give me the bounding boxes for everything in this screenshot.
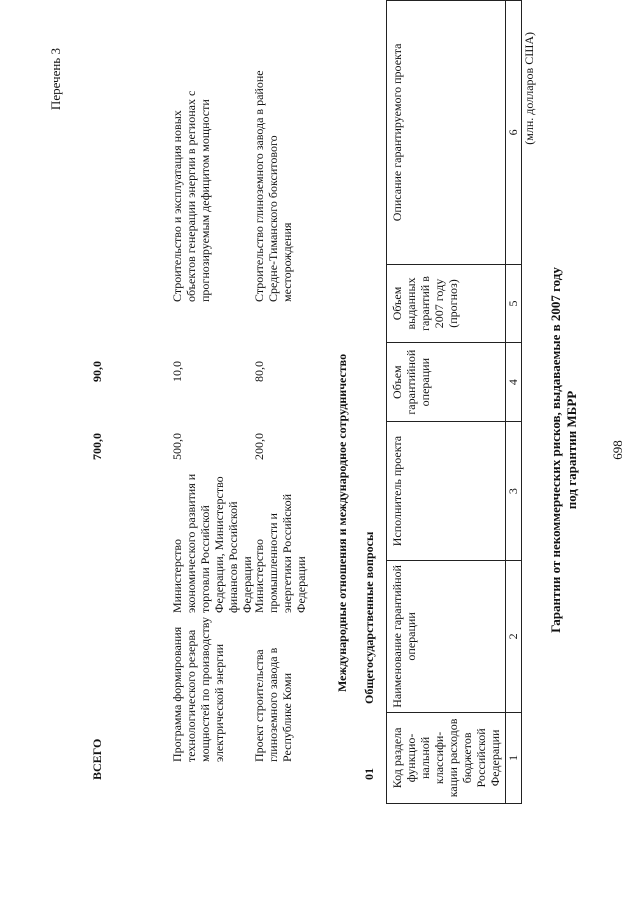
title-line-2: под гарантии МБРР — [564, 390, 579, 510]
header-volume: Объем гарантийной операции — [387, 343, 506, 422]
header-table — [386, 0, 522, 804]
column-number-row — [506, 1, 522, 804]
row-operation: Программа формирования технологического резерва мощностей по производству электрической энергии — [170, 616, 226, 762]
document-title — [548, 0, 580, 900]
header-code: Код раздела функцио-нальной классифи-кации расходов бюджетов Российской Федерации — [387, 712, 506, 803]
column-number: 6 — [506, 1, 522, 265]
row-issued: 10,0 — [170, 361, 184, 382]
title-line-1: Гарантии от некоммерческих рисков, выдаваемые в 2007 году — [548, 267, 563, 633]
units-label: (млн. долларов США) — [522, 32, 536, 145]
header-description: Описание гарантируемого проекта — [387, 1, 506, 265]
row-volume: 500,0 — [170, 433, 184, 460]
section-name: Общегосударственные вопросы — [362, 531, 376, 704]
total-label: ВСЕГО — [90, 738, 104, 780]
page-number: 698 — [610, 440, 625, 460]
header-issued: Объем выданных гарантий в 2007 году (прогноз) — [387, 264, 506, 342]
column-number: 5 — [506, 264, 522, 342]
header-operation: Наименование гарантийной операции — [387, 561, 506, 713]
total-volume: 700,0 — [90, 433, 104, 460]
column-number: 1 — [506, 712, 522, 803]
row-issued: 80,0 — [252, 361, 266, 382]
row-operation: Проект строительства глиноземного завода в Республике Коми — [252, 647, 294, 762]
row-executor: Министерство экономического развития и торговли Российской Федерации, Министерство финансов Российской Федерации — [170, 473, 254, 613]
row-volume: 200,0 — [252, 433, 266, 460]
column-number: 2 — [506, 561, 522, 713]
header-row — [387, 1, 506, 804]
list-label: Перечень 3 — [48, 48, 63, 111]
row-description: Строительство и эксплуатация новых объектов генерации энергии в регионах с прогнозируемым дефицитом мощности — [170, 90, 212, 302]
column-number: 4 — [506, 343, 522, 422]
header-executor: Исполнитель проекта — [387, 422, 506, 561]
column-number: 3 — [506, 422, 522, 561]
row-executor: Министерство промышленности и энергетики Российской Федерации — [252, 493, 308, 613]
section-code: 01 — [362, 768, 376, 780]
subsection-name: Международные отношения и международное сотрудничество — [335, 353, 349, 692]
row-description: Строительство глиноземного завода в районе Средне-Тиманского бокситового месторождения — [252, 70, 294, 302]
total-issued: 90,0 — [90, 361, 104, 382]
